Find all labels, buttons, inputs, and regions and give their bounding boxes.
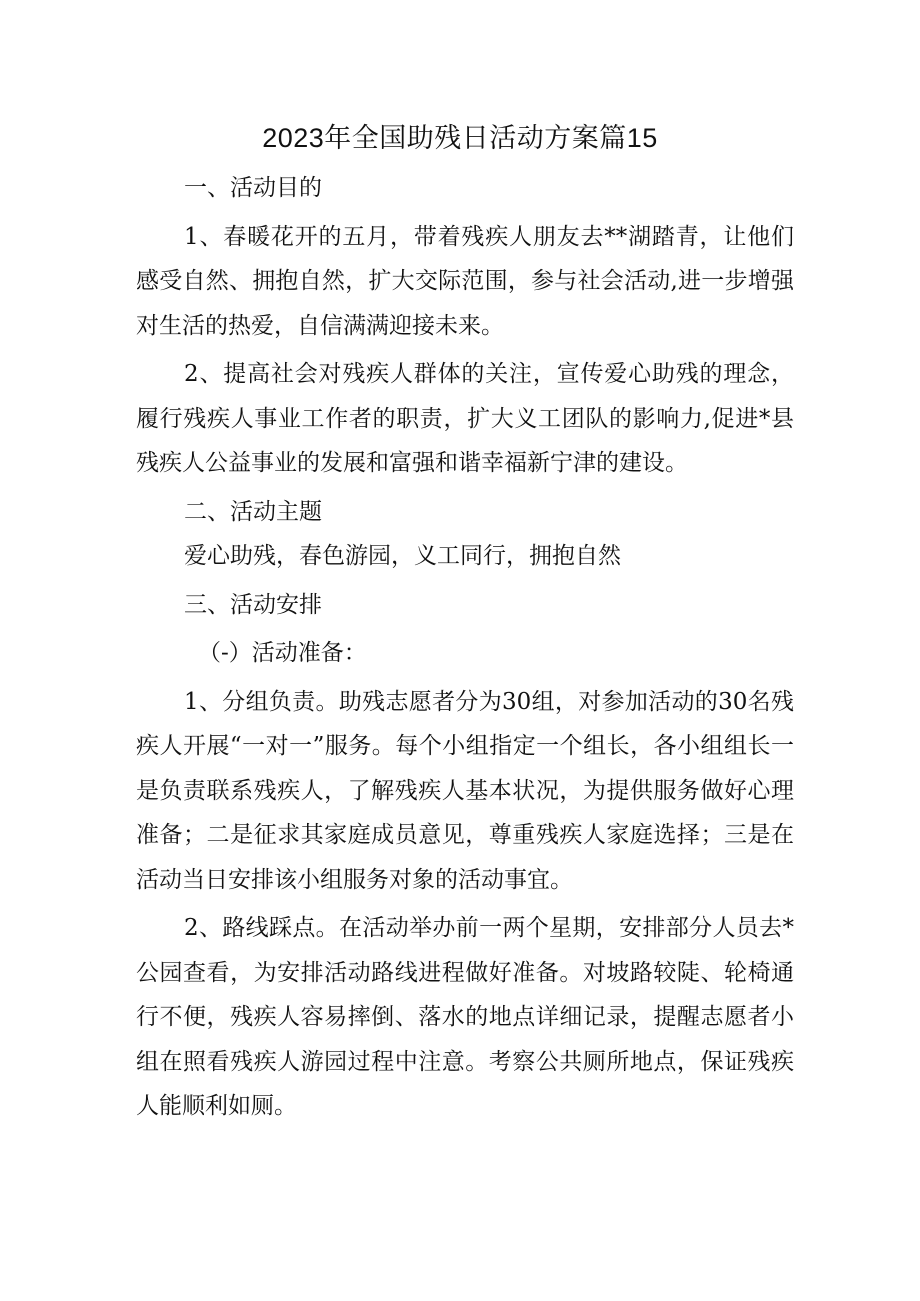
paragraph-purpose-2: 2、提高社会对残疾人群体的关注，宣传爱心助残的理念，履行残疾人事业工作者的职责，扩大义工团队的影响力,促进*县残疾人公益事业的发展和富强和谐幸福新宁津的建设。 bbox=[136, 361, 794, 476]
paragraph-purpose-1: 1、春暖花开的五月，带着残疾人朋友去**湖踏青，让他们感受自然、拥抱自然，扩大交际范围，参与社会活动,进一步增强对生活的热爱，自信满满迎接未来。 bbox=[136, 223, 794, 339]
section-heading-arrangement: 三、活动安排 bbox=[184, 591, 322, 618]
paragraph-route-survey: 2、路线踩点。在活动举办前一两个星期，安排部分人员去*公园查看，为安排活动路线进程做好准备。对坡路较陡、轮椅通行不便，残疾人容易摔倒、落水的地点详细记录，提醒志愿者小组在照看残疾人游园过程中注意。考察公共厕所地点，保证残疾人能顺利如厕。 bbox=[136, 915, 794, 1119]
section-heading-theme: 二、活动主题 bbox=[184, 498, 322, 525]
subsection-heading-preparation: （-）活动准备： bbox=[198, 640, 367, 666]
document-body bbox=[136, 166, 794, 1129]
paragraph-grouping: 1、分组负责。助残志愿者分为30组，对参加活动的30名残疾人开展“一对一”服务。每个小组指定一个组长，各小组组长一是负责联系残疾人，了解残疾人基本状况，为提供服务做好心理准备；二是征求其家庭成员意见，尊重残疾人家庭选择；三是在活动当日安排该小组服务对象的活动事宜。 bbox=[136, 688, 794, 893]
section-heading-purpose: 一、活动目的 bbox=[184, 175, 322, 201]
document-title: 2023年全国助残日活动方案篇15 bbox=[262, 123, 658, 153]
paragraph-theme: 爱心助残，春色游园，义工同行，拥抱自然 bbox=[184, 543, 621, 569]
